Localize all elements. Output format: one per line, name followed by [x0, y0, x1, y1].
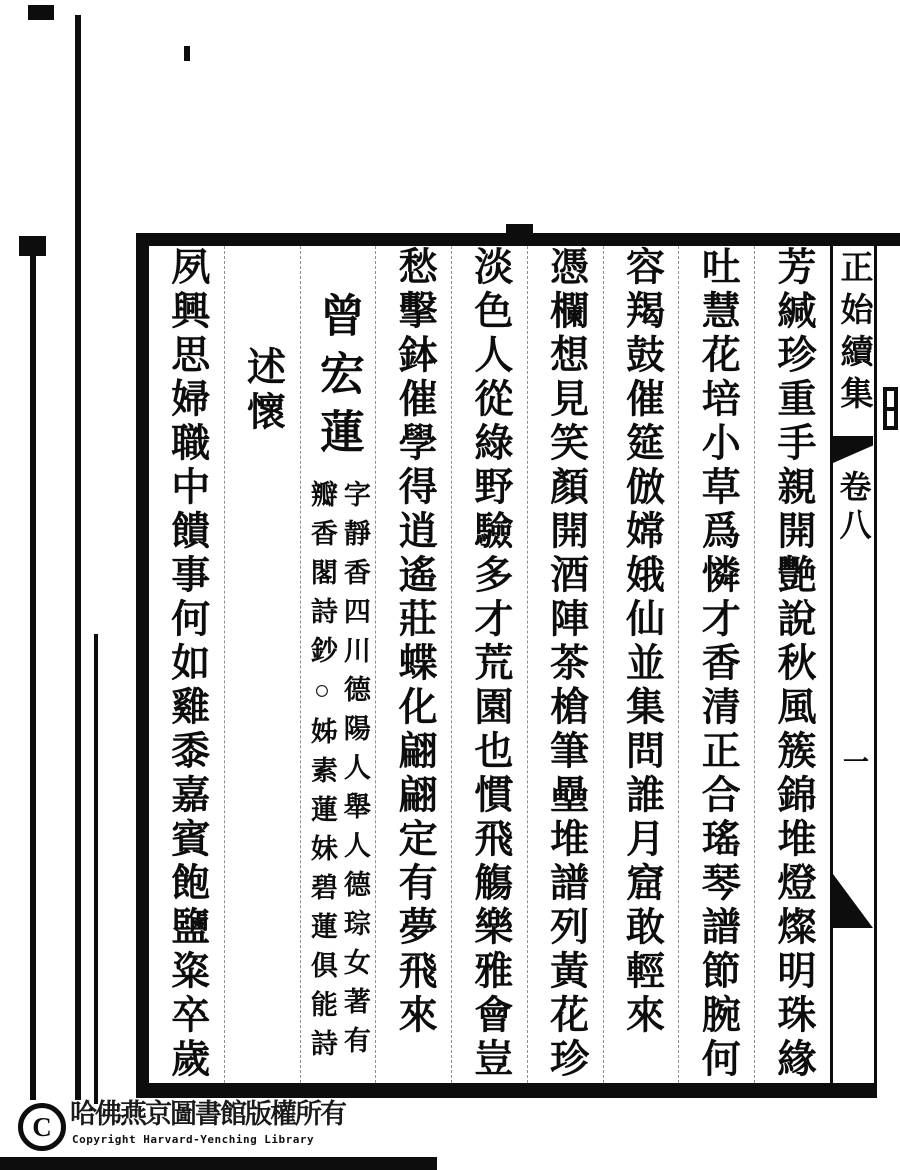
- copyright-letter: C: [32, 1111, 52, 1142]
- text-columns-area: [149, 246, 830, 1083]
- banxin-fold-column: [833, 246, 874, 1083]
- copyright-symbol-icon: [18, 1103, 66, 1151]
- scan-edge-bar-bottom: [0, 1157, 437, 1170]
- author-bio-note-right: 字靜香四川德陽人舉人德琮女著有: [339, 480, 370, 1065]
- scan-blob-top-left: [28, 5, 54, 20]
- page-number: 一: [839, 748, 869, 774]
- fishtail-mark-icon: [833, 436, 873, 463]
- author-bio-note-left: 瓣香閣詩鈔○姊素蓮妹碧蓮俱能詩: [306, 480, 337, 1068]
- margin-line-outer: [75, 15, 81, 1100]
- poem1-column-1: 芳緘珍重手親開艷說秋風簇錦堆燈燦明珠緣: [754, 246, 830, 1083]
- text-frame-border: [136, 233, 877, 1098]
- copyright-chinese-text: 哈佛燕京圖書館版權所有: [70, 1099, 345, 1129]
- author-entry-column: [300, 246, 376, 1083]
- poem2-column-2: 淡色人從綠野驗多才荒園也慣飛觴樂雅會豈: [451, 246, 527, 1083]
- adjacent-page-glyph-fragment: [883, 387, 898, 430]
- frame-top-edge-extension: [876, 233, 900, 246]
- poem1-column-2: 吐慧花培小草爲憐才香清正合瑤琴譜節腕何: [678, 246, 754, 1083]
- volume-label: 卷八: [835, 470, 872, 546]
- poem3-column-1: 夙興思婦職中饋事何如雞黍嘉賓飽鹽粢卒歲: [165, 246, 209, 1082]
- margin-line-inner: [94, 634, 98, 1104]
- fishtail-mark-bottom-icon: [833, 874, 873, 928]
- poem2-column-3: 愁擊鉢催學得逍遙莊蝶化翩翩定有夢飛來: [375, 246, 451, 1083]
- author-name: 曾宏蓮: [312, 292, 363, 466]
- poem-title-column: 述懷: [224, 246, 300, 1083]
- poem2-column-1: 憑欄想見笑顏開酒陣茶槍筆壘堆譜列黃花珍: [527, 246, 603, 1083]
- copyright-english-text: Copyright Harvard-Yenching Library: [72, 1133, 315, 1146]
- margin-line-bracket: [30, 252, 36, 1100]
- scan-artifact-dash: [184, 46, 190, 61]
- author-bio-note: [305, 480, 371, 1080]
- poem1-column-3: 容羯鼓催筵倣嫦娥仙並集問誰月窟敢輕來: [603, 246, 679, 1083]
- book-title: 正始續集: [835, 250, 872, 418]
